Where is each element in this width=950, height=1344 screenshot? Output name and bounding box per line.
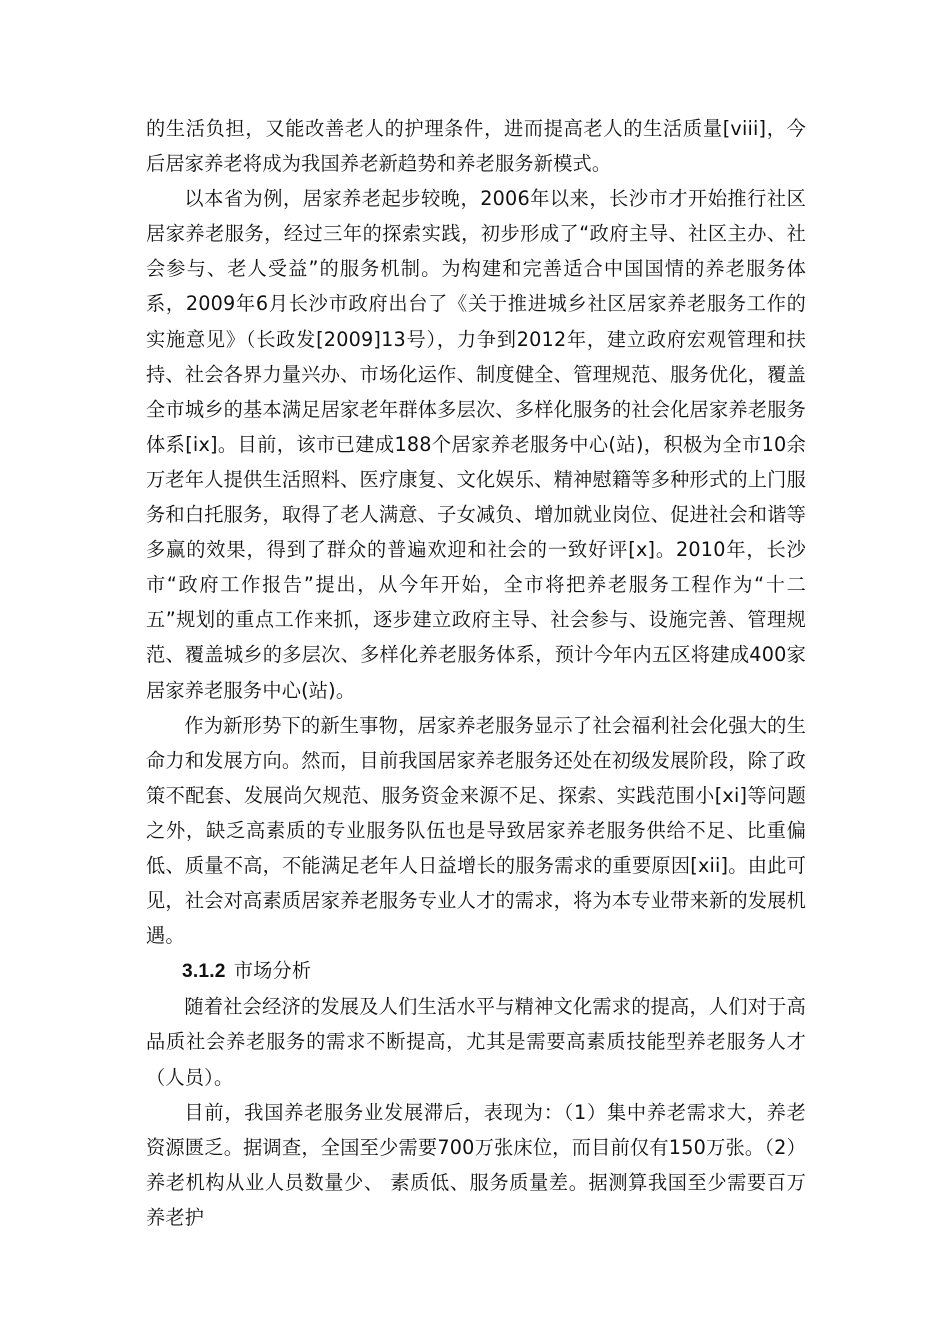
section-heading <box>146 953 806 989</box>
section-title: 市场分析 <box>233 959 312 983</box>
paragraph-1: 的生活负担，又能改善老人的护理条件，进而提高老人的生活质量[viii]，今后居家养老将成为我国养老新趋势和养老服务新模式。 <box>146 117 806 176</box>
document-page <box>146 111 806 1235</box>
paragraph-5: 目前，我国养老服务业发展滞后，表现为：（1）集中养老需求大，养老资源匮乏。据调查，全国至少需要700万张床位，而目前仅有150万张。（2）养老机构从业人员数量少、 素质低、服务质量差。据测算我国至少需要百万养老护 <box>146 1100 806 1229</box>
paragraph-3: 作为新形势下的新生事物，居家养老服务显示了社会福利社会化强大的生命力和发展方向。然而，目前我国居家养老服务还处在初级发展阶段，除了政策不配套、发展尚欠规范、服务资金来源不足、探索、实践范围小[xi]等问题之外，缺乏高素质的专业服务队伍也是导致居家养老服务供给不足、比重偏低、质量不高，不能满足老年人日益增长的服务需求的重要原因[xii]。由此可见，社会对高素质居家养老服务专业人才的需求，将为本专业带来新的发展机遇。 <box>146 713 806 948</box>
section-number: 3.1.2 <box>182 961 226 983</box>
paragraph-2: 以本省为例，居家养老起步较晚，2006年以来，长沙市才开始推行社区居家养老服务，经过三年的探索实践，初步形成了“政府主导、社区主办、社会参与、老人受益”的服务机制。为构建和完善适合中国国情的养老服务体系，2009年6月长沙市政府出台了《关于推进城乡社区居家养老服务工作的实施意见》（长政发[2009]13号），力争到2012年，建立政府宏观管理和扶持、社会各界力量兴办、市场化运作、制度健全、管理规范、服务优化，覆盖全市城乡的基本满足居家老年群体多层次、多样化服务的社会化居家养老服务体系[ix]。目前，该市已建成188个居家养老服务中心(站)，积极为全市10余万老年人提供生活照料、医疗康复、文化娱乐、精神慰籍等多种形式的上门服务和白托服务，取得了老人满意、子女减负、增加就业岗位、促进社会和谐等多赢的效果，得到了群众的普遍欢迎和社会的一致好评[x]。2010年，长沙市“政府工作报告”提出，从今年开始，全市将把养老服务工程作为“十二五”规划的重点工作来抓，逐步建立政府主导、社会参与、设施完善、管理规范、覆盖城乡的多层次、多样化养老服务体系，预计今年内五区将建成400家居家养老服务中心(站)。 <box>146 187 806 702</box>
paragraph-4: 随着社会经济的发展及人们生活水平与精神文化需求的提高，人们对于高品质社会养老服务的需求不断提高，尤其是需要高素质技能型养老服务人才（人员）。 <box>146 995 806 1089</box>
